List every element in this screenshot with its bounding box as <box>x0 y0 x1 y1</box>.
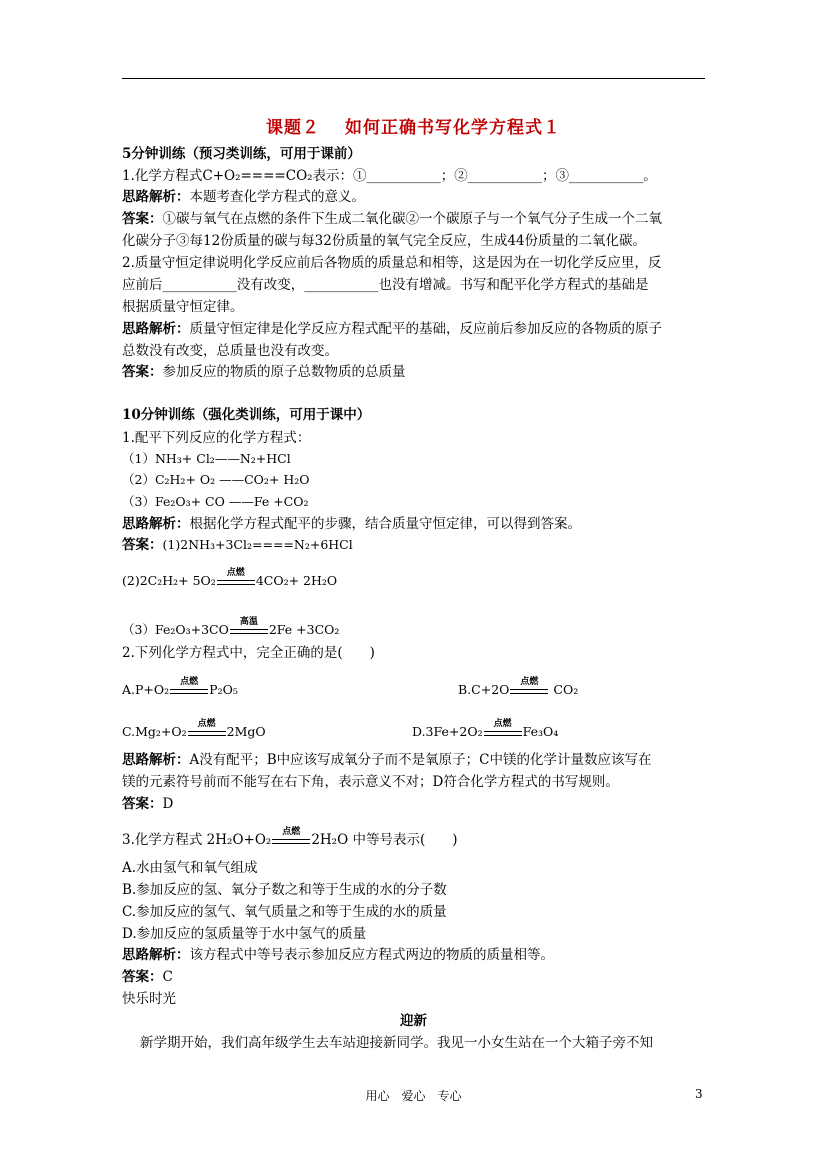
p2-text: 2.下列化学方程式中，完全正确的是( ) <box>122 645 375 661</box>
text: D <box>162 796 174 812</box>
label: 思路解析： <box>122 189 190 205</box>
p3-analysis <box>122 945 554 965</box>
label: 思路解析： <box>122 947 190 963</box>
text: 质量守恒定律是化学反应方程式配平的基础，反应前后参加反应的各物质的原子 <box>189 321 662 337</box>
text: A没有配平；B中应该写成氧分子而不是氧原子；C中镁的化学计量数应该写在 <box>189 752 652 768</box>
fun-body: 新学期开始，我们高年级学生去车站迎接新同学。我见一小女生站在一个大箱子旁不知 <box>140 1035 653 1051</box>
condition <box>510 676 548 698</box>
p1-answer <box>122 535 353 555</box>
q2-analysis <box>122 319 662 339</box>
q2-answer <box>122 362 406 382</box>
label: 答案： <box>122 796 163 812</box>
condition <box>272 826 310 848</box>
q2-text-1: 2.质量守恒定律说明化学反应前后各物质的质量总和相等，这是因为在一切化学反应里，反 <box>122 255 662 271</box>
condition <box>230 616 268 638</box>
text: 根据化学方程式配平的步骤，结合质量守恒定律，可以得到答案。 <box>189 516 581 532</box>
left: B.C+2O <box>458 682 510 697</box>
left: C.Mg₂+O₂ <box>122 724 187 739</box>
condition <box>188 718 226 740</box>
p3-option-b: B.参加反应的氢、氧分子数之和等于生成的水的分子数 <box>122 882 447 898</box>
p2-option-a <box>122 676 238 700</box>
label: 答案： <box>122 364 163 380</box>
q2-text-3: 根据质量守恒定律。 <box>122 299 244 315</box>
left: A.P+O₂ <box>122 682 170 697</box>
p1-eq-1: （1）NH₃+ Cl₂——N₂+HCl <box>122 451 291 466</box>
footer-text: 用心 爱心 专心 <box>365 1089 462 1103</box>
fun-label: 快乐时光 <box>122 991 176 1007</box>
label: 思路解析： <box>122 321 190 337</box>
text: (1)2NH₃+3Cl₂====N₂+6HCl <box>162 537 353 552</box>
label: 思路解析： <box>122 516 190 532</box>
p3-option-c: C.参加反应的氢气、氧气质量之和等于生成的水的质量 <box>122 904 447 920</box>
left: D.3Fe+2O₂ <box>412 724 483 739</box>
text: 本题考查化学方程式的意义。 <box>189 189 365 205</box>
p2-answer <box>122 794 173 814</box>
p2-analysis <box>122 750 652 770</box>
q1-answer <box>122 209 662 229</box>
p1-answer-3 <box>122 616 340 640</box>
q2-analysis-cont: 总数没有改变，总质量也没有改变。 <box>122 343 338 359</box>
p1-text: 1.配平下列反应的化学方程式： <box>122 430 311 446</box>
condition-text: 点燃 <box>282 826 301 837</box>
right: Fe₃O₄ <box>522 724 559 739</box>
right: P₂O₅ <box>209 682 238 697</box>
condition <box>170 676 208 698</box>
condition-text: 点燃 <box>180 676 199 687</box>
q2-text-2: 应前后___________没有改变，___________也没有增减。书写和配平化学方程式的基础是 <box>122 277 649 293</box>
label: 答案： <box>122 537 163 553</box>
p2-option-d <box>412 718 559 742</box>
text: C <box>162 969 173 985</box>
label: 答案： <box>122 211 163 227</box>
text: 该方程式中等号表示参加反应方程式两边的物质的质量相等。 <box>189 947 554 963</box>
header-rule <box>122 78 705 79</box>
left: （3）Fe₂O₃+3CO <box>122 622 229 637</box>
q1-text: 1.化学方程式C+O₂====CO₂表示：①___________；②___________；③___________。 <box>122 168 657 184</box>
p3-option-d: D.参加反应的氢质量等于水中氢气的质量 <box>122 926 367 942</box>
p1-analysis <box>122 514 581 534</box>
condition-text: 点燃 <box>197 718 216 729</box>
q1-answer-cont: 化碳分子③每12份质量的碳与每32份质量的氧气完全反应，生成44份质量的二氧化碳。 <box>122 233 647 249</box>
q1-analysis <box>122 187 365 207</box>
label: 答案： <box>122 969 163 985</box>
condition <box>484 718 522 740</box>
p2-option-c <box>122 718 266 742</box>
page-number: 3 <box>695 1087 703 1101</box>
left: (2)2C₂H₂+ 5O₂ <box>122 573 216 588</box>
label: 思路解析： <box>122 752 190 768</box>
right: 2H₂O 中等号表示( ) <box>311 832 458 848</box>
condition-text: 高温 <box>239 616 258 627</box>
p3-option-a: A.水由氢气和氧气组成 <box>122 860 258 876</box>
p3-text <box>122 826 458 850</box>
section-heading-5min: 5分钟训练（预习类训练，可用于课前） <box>122 146 361 162</box>
page-title: 课题２ 如何正确书写化学方程式１ <box>266 118 561 138</box>
fun-heading: 迎新 <box>400 1013 427 1029</box>
condition-text: 点燃 <box>493 718 512 729</box>
condition-text: 点燃 <box>226 567 245 578</box>
condition-text: 点燃 <box>520 676 539 687</box>
left: 3.化学方程式 2H₂O+O₂ <box>122 832 272 848</box>
p2-option-b <box>458 676 579 700</box>
right: CO₂ <box>549 682 579 697</box>
text: ①碳与氧气在点燃的条件下生成二氧化碳②一个碳原子与一个氧气分子生成一个二氧 <box>162 211 662 227</box>
p2-analysis-cont: 镁的元素符号前而不能写在右下角，表示意义不对；D符合化学方程式的书写规则。 <box>122 774 619 790</box>
right: 4CO₂+ 2H₂O <box>255 573 338 588</box>
section-heading-10min: 10分钟训练（强化类训练，可用于课中） <box>122 407 371 423</box>
p1-eq-3: （3）Fe₂O₃+ CO ——Fe +CO₂ <box>122 494 309 509</box>
right: 2Fe +3CO₂ <box>268 622 340 637</box>
p1-answer-2 <box>122 567 338 591</box>
p1-eq-2: （2）C₂H₂+ O₂ ——CO₂+ H₂O <box>122 472 310 487</box>
condition <box>217 567 255 589</box>
text: 参加反应的物质的原子总数物质的总质量 <box>162 364 406 380</box>
right: 2MgO <box>226 724 266 739</box>
p3-answer <box>122 967 173 987</box>
